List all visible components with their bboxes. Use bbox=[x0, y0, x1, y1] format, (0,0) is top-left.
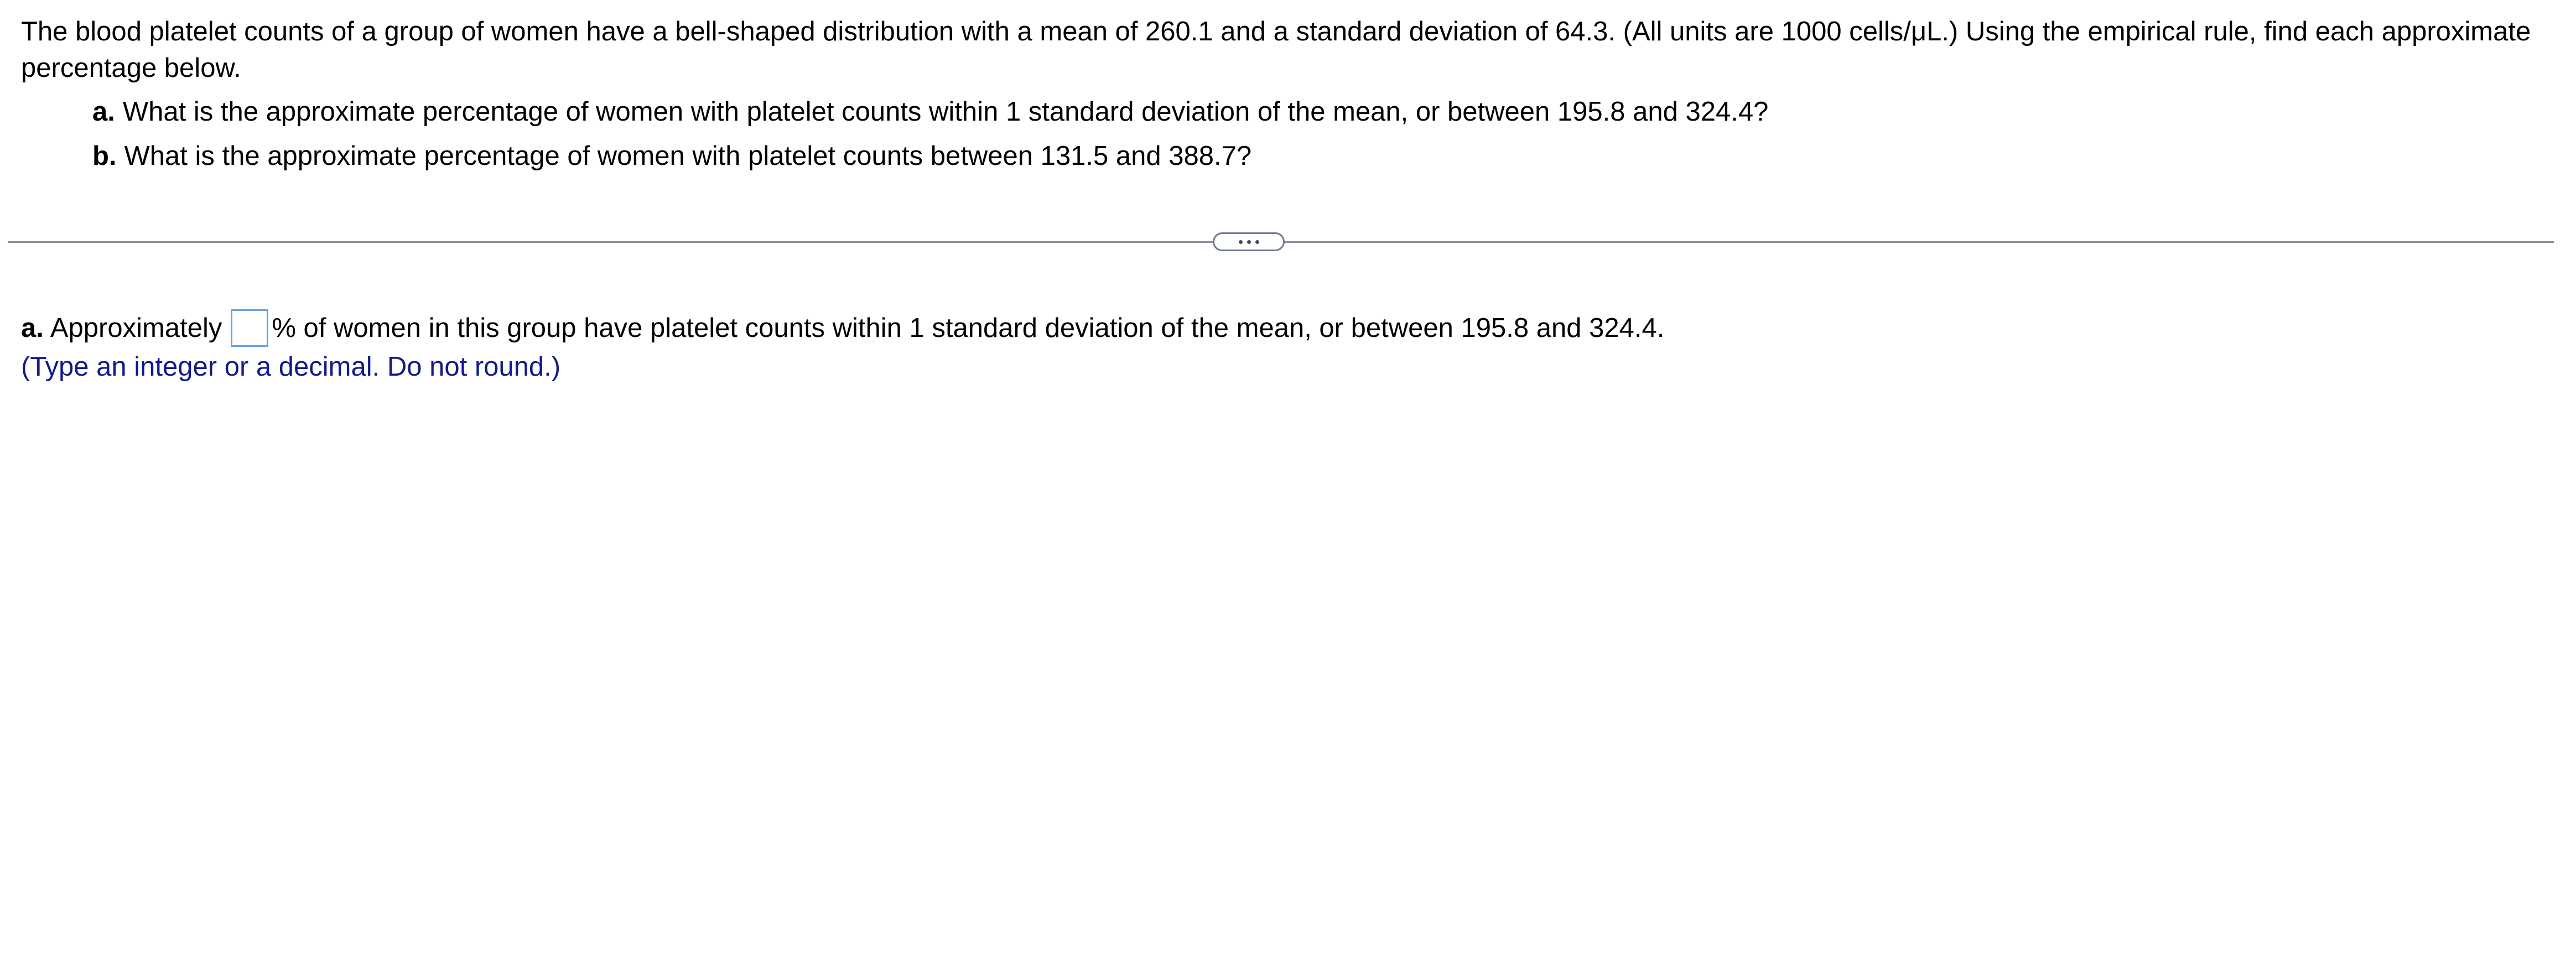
question-part-a bbox=[92, 93, 2555, 131]
answer-line bbox=[21, 306, 1664, 350]
expand-more-button[interactable] bbox=[1213, 232, 1285, 251]
ellipsis-icon bbox=[1239, 240, 1243, 244]
answer-letter: a. bbox=[21, 313, 44, 343]
percentage-input[interactable] bbox=[231, 309, 268, 347]
question-text bbox=[21, 13, 2555, 175]
part-b-text: What is the approximate percentage of women with platelet counts between 131.5 and 388.7? bbox=[124, 141, 1252, 171]
part-a-text: What is the approximate percentage of women with platelet counts within 1 standard deviation of the mean, or between 195.8 and 324.4? bbox=[122, 97, 1769, 127]
part-a-letter: a. bbox=[92, 97, 115, 127]
question-intro: The blood platelet counts of a group of women have a bell-shaped distribution with a mean of 260.1 and a standard deviation of 64.3. (All units are 1000 cells/μL.) Using the empirical rule, find each approximate percentage below. bbox=[21, 17, 2531, 83]
ellipsis-icon-dot-3 bbox=[1255, 240, 1259, 244]
input-hint: (Type an integer or a decimal. Do not round.) bbox=[21, 352, 561, 382]
question-part-b bbox=[92, 137, 2555, 175]
answer-prefix: Approximately bbox=[50, 313, 222, 343]
part-b-letter: b. bbox=[92, 141, 117, 171]
answer-suffix: % of women in this group have platelet counts within 1 standard deviation of the mean, or between 195.8 and 324.4. bbox=[272, 313, 1665, 343]
ellipsis-icon-dot-2 bbox=[1247, 240, 1251, 244]
